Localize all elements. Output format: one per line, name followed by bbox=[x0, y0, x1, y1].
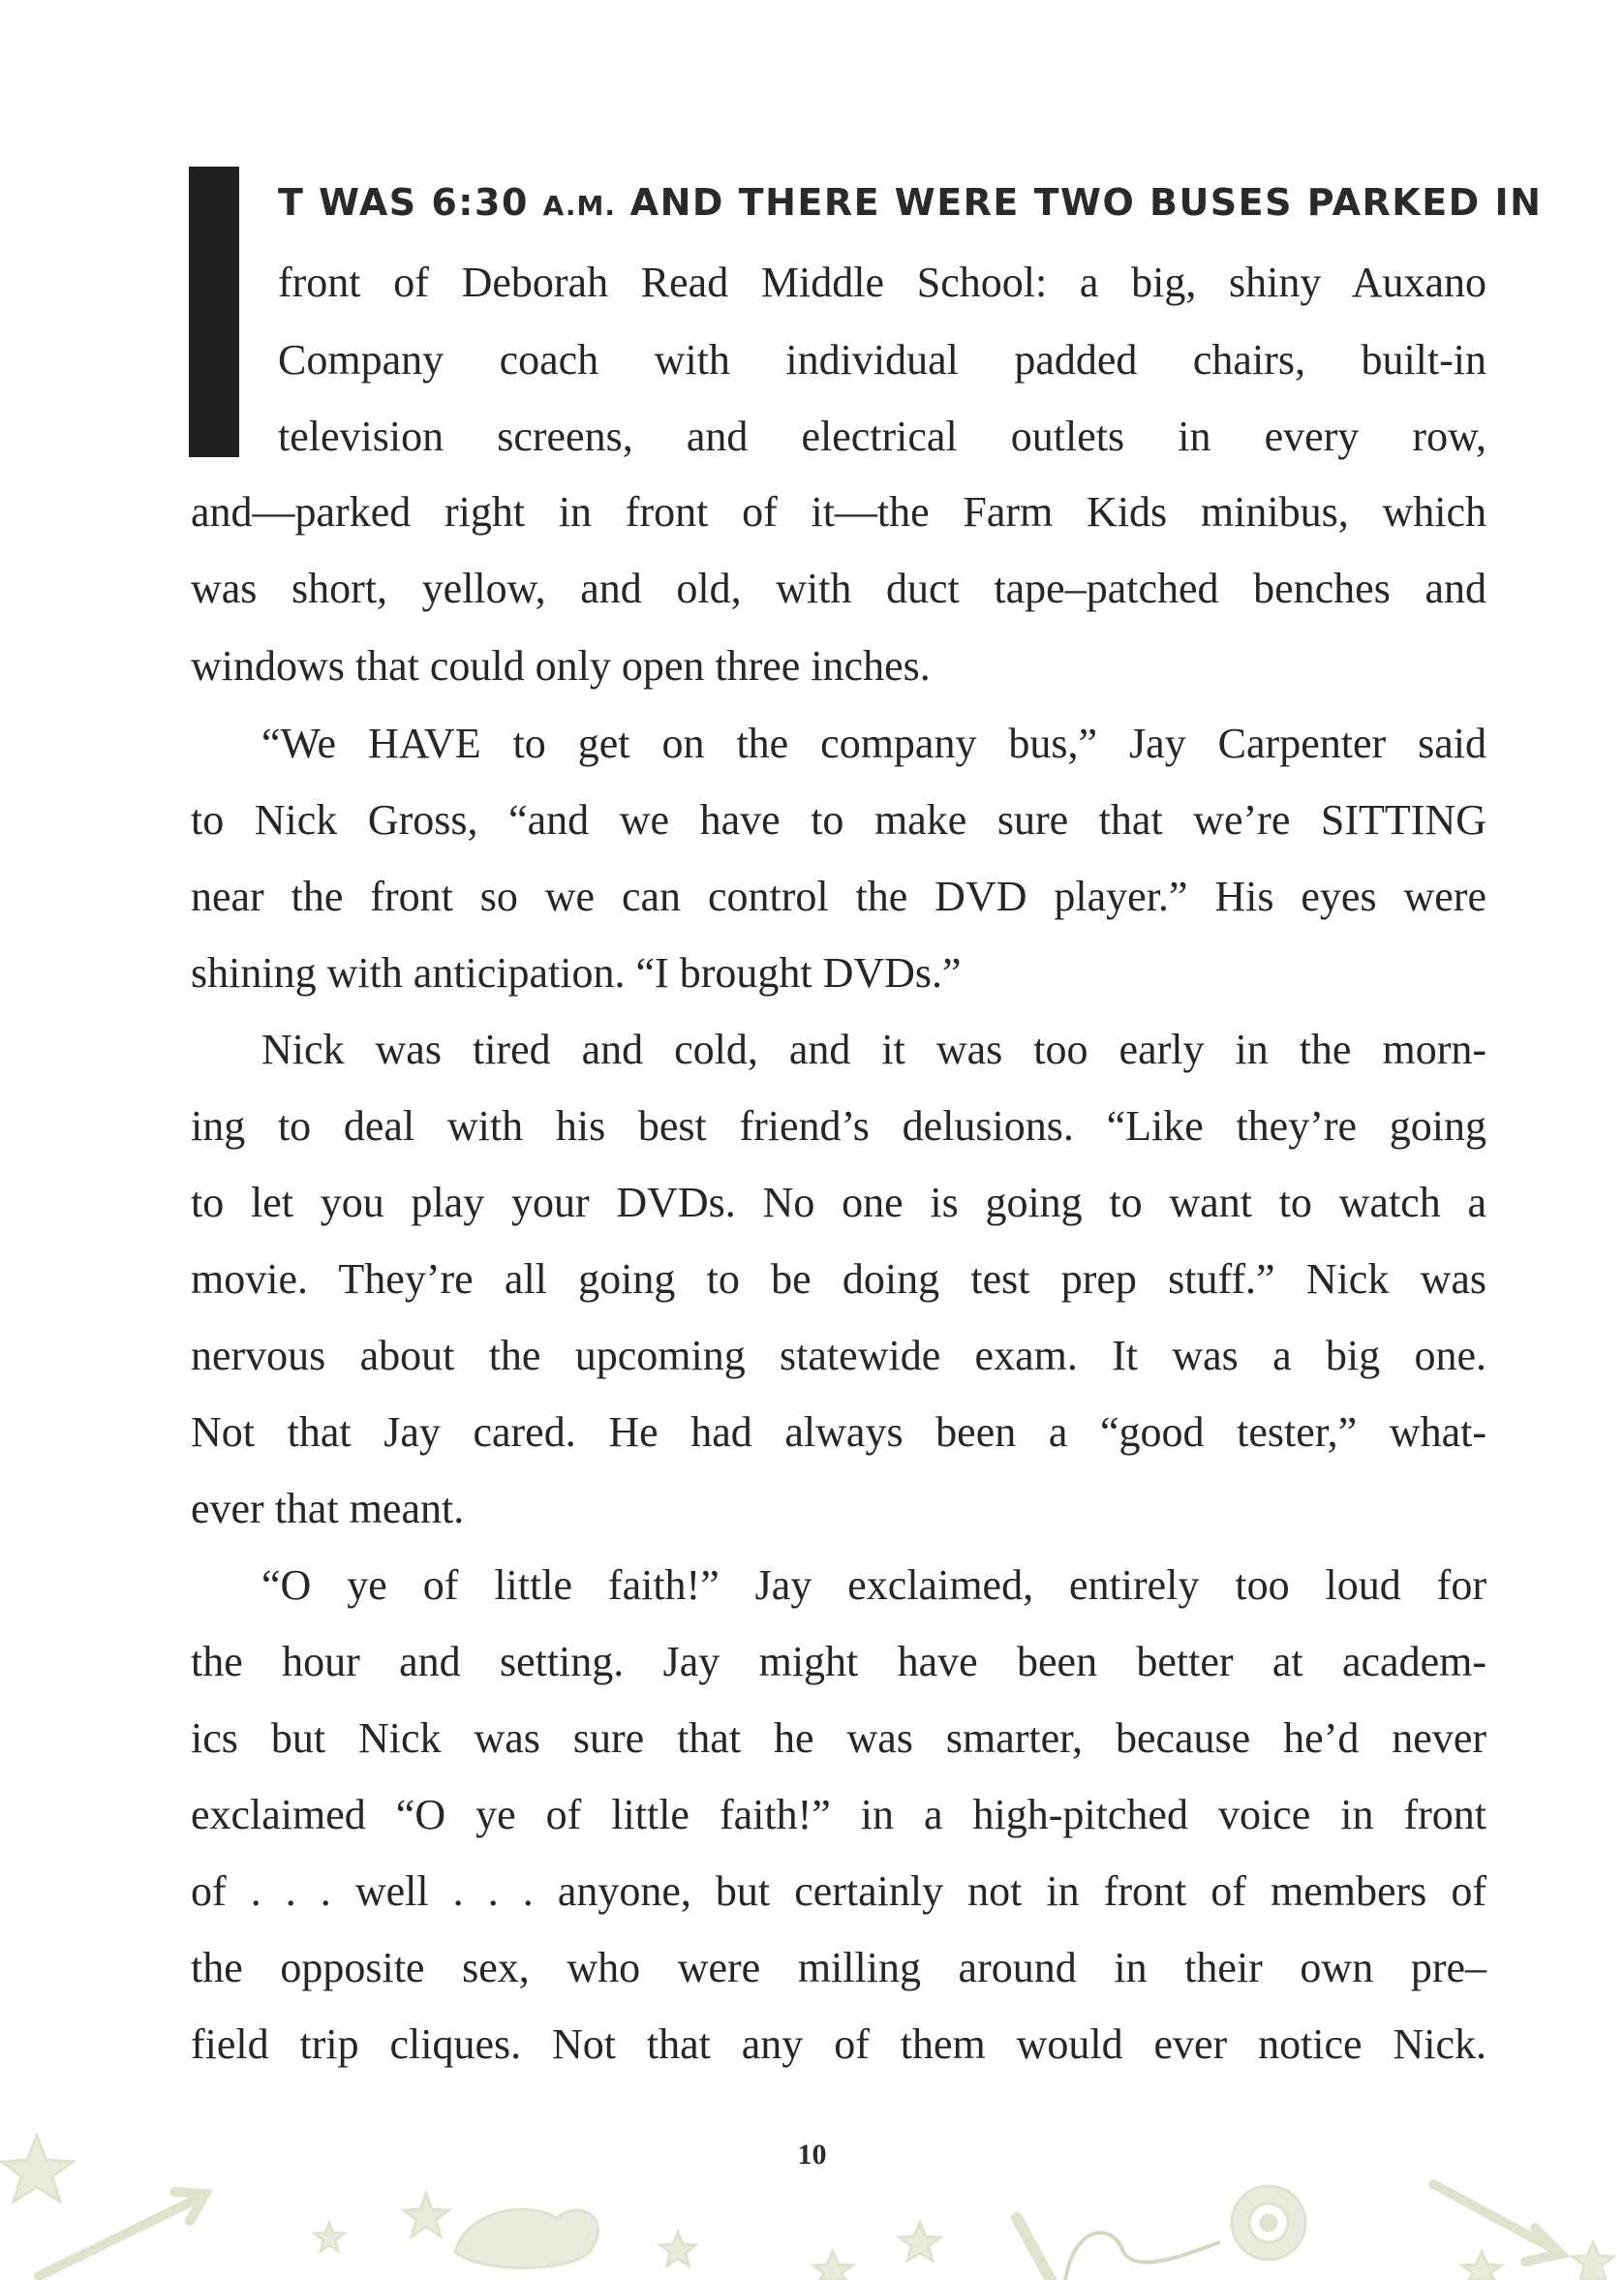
arrow-icon bbox=[1433, 2184, 1561, 2262]
body-line: field trip cliques. Not that any of them would ever notice Nick. bbox=[191, 2020, 1486, 2068]
star-icon bbox=[1462, 2252, 1501, 2280]
body-line: near the front so we can control the DVD player.” His eyes were bbox=[191, 873, 1486, 920]
body-line: the hour and setting. Jay might have been better at academ- bbox=[191, 1638, 1486, 1685]
star-icon bbox=[1573, 2242, 1613, 2280]
body-line: ics but Nick was sure that he was smarter, because he’d never bbox=[191, 1714, 1486, 1762]
body-line: nervous about the upcoming statewide exam. It was a big one. bbox=[191, 1332, 1486, 1379]
body-line: was short, yellow, and old, with duct tape–patched benches and bbox=[191, 565, 1486, 612]
arrow-icon bbox=[39, 2192, 205, 2276]
body-line: ever that meant. bbox=[191, 1485, 465, 1532]
body-line: shining with anticipation. “I brought DVDs.” bbox=[191, 949, 962, 997]
body-line: to Nick Gross, “and we have to make sure that we’re SITTING bbox=[191, 796, 1486, 844]
star-icon bbox=[660, 2233, 695, 2265]
chapter-lead-line bbox=[278, 172, 1543, 236]
lead-text-smallcaps: A.M. bbox=[542, 190, 616, 222]
body-line: the opposite sex, who were milling around in their own pre– bbox=[191, 1944, 1486, 1991]
star-icon bbox=[900, 2223, 940, 2261]
decorative-doodle-border bbox=[0, 2107, 1624, 2280]
star-icon bbox=[315, 2223, 344, 2251]
body-line: windows that could only open three inches. bbox=[191, 642, 931, 690]
body-line: television screens, and electrical outlets in every row, bbox=[278, 413, 1486, 460]
brush-icon bbox=[1017, 2218, 1051, 2280]
star-icon bbox=[404, 2194, 448, 2236]
body-line: “O ye of little faith!” Jay exclaimed, entirely too loud for bbox=[261, 1561, 1486, 1609]
body-line: front of Deborah Read Middle School: a big, shiny Auxano bbox=[278, 259, 1486, 306]
body-line: ing to deal with his best friend’s delusions. “Like they’re going bbox=[191, 1102, 1486, 1150]
body-line: “We HAVE to get on the company bus,” Jay Carpenter said bbox=[261, 720, 1486, 767]
page-number: 10 bbox=[797, 2139, 827, 2171]
star-icon bbox=[2, 2136, 73, 2202]
teapot-icon bbox=[455, 2209, 598, 2267]
body-line: Nick was tired and cold, and it was too early in the morn- bbox=[261, 1026, 1486, 1073]
star-icon bbox=[813, 2252, 852, 2280]
drop-cap-letter-i bbox=[189, 167, 239, 457]
body-line: of . . . well . . . anyone, but certainly not in front of members of bbox=[191, 1867, 1486, 1915]
body-line: Company coach with individual padded chairs, built-in bbox=[278, 336, 1486, 384]
body-line: movie. They’re all going to be doing test prep stuff.” Nick was bbox=[191, 1255, 1486, 1303]
body-line: Not that Jay cared. He had always been a “good tester,” what- bbox=[191, 1408, 1486, 1456]
lead-text-start: T WAS 6:30 bbox=[278, 181, 543, 224]
body-line: exclaimed “O ye of little faith!” in a high-pitched voice in front bbox=[191, 1791, 1486, 1838]
body-line: to let you play your DVDs. No one is going to want to watch a bbox=[191, 1179, 1486, 1226]
string-icon bbox=[1065, 2233, 1220, 2280]
body-line: and—parked right in front of it—the Farm Kids minibus, which bbox=[191, 488, 1486, 536]
lead-text-end: AND THERE WERE TWO BUSES PARKED IN bbox=[615, 181, 1543, 224]
